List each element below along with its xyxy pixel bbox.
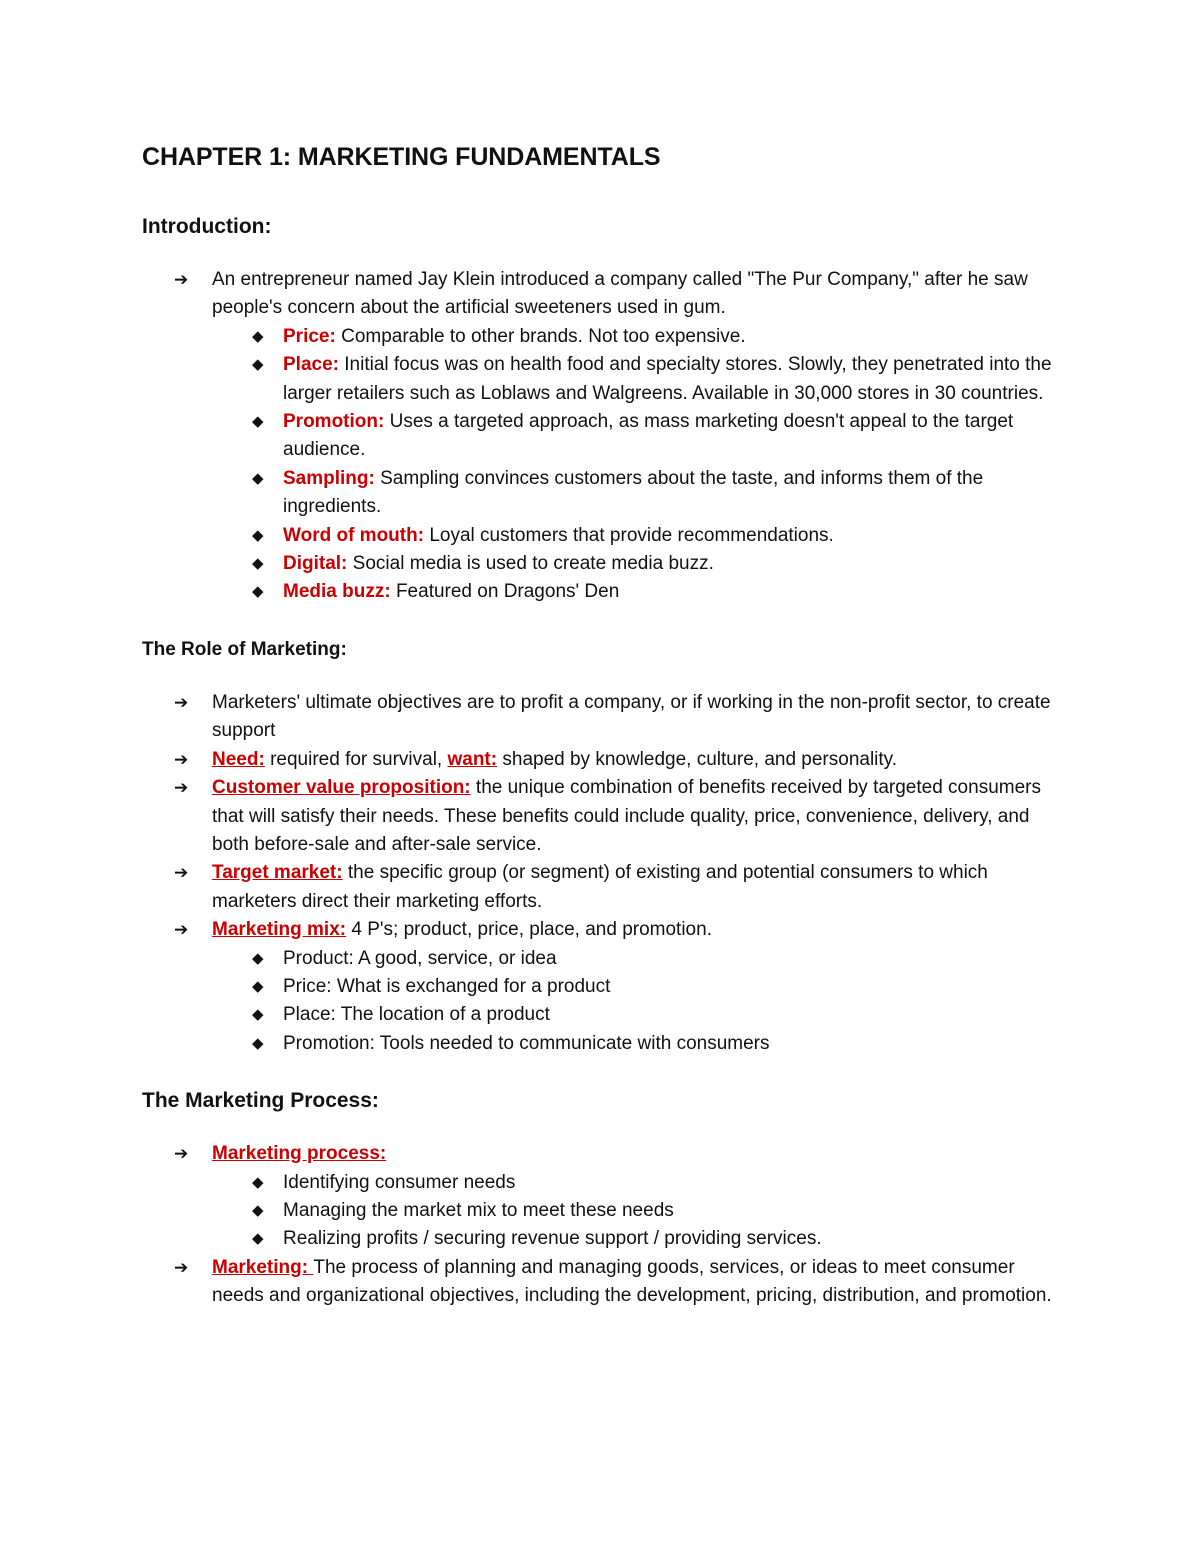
arrow-bullet-icon: ➔ (174, 270, 189, 289)
term-text: Loyal customers that provide recommendations. (424, 524, 834, 546)
term-text: Featured on Dragons' Den (390, 581, 620, 603)
arrow-bullet-icon: ➔ (174, 863, 189, 883)
term-text: 4 P's; product, price, place, and promotion. (346, 919, 712, 941)
term-label: Marketing mix: (212, 919, 347, 941)
item-text: Realizing profits / securing revenue support / providing services. (283, 1228, 822, 1250)
list-item (142, 1140, 1062, 1254)
term-text: The process of planning and managing goods, services, or ideas to meet consumer needs and organizational objectives, including the development, pricing, distribution, and promotion. (212, 1256, 1052, 1307)
section-role-of-marketing (142, 635, 1062, 1058)
sub-list-item (212, 945, 1062, 973)
item-text: Price: What is exchanged for a product (283, 975, 611, 997)
term-text: the specific group (or segment) of existing and potential consumers to which marketers direct their marketing efforts. (212, 862, 988, 912)
item-text: Marketers' ultimate objectives are to profit a company, or if working in the non-profit sector, to create support (212, 691, 1051, 742)
sub-list-item (212, 1225, 1062, 1253)
item-text: An entrepreneur named Jay Klein introduced a company called "The Pur Company," after he saw people's concern about the artificial sweeteners used in gum. (212, 269, 1028, 319)
arrow-bullet-icon: ➔ (174, 692, 189, 712)
list-item (142, 1254, 1062, 1311)
diamond-bullet-icon: ◆ (252, 1006, 264, 1024)
sub-list-item (212, 1030, 1062, 1058)
term-text: required for survival, (264, 748, 448, 770)
sub-list-item (212, 973, 1062, 1001)
term-label: Price: (283, 325, 336, 347)
term-label: Word of mouth: (283, 524, 425, 546)
arrow-bullet-icon: ➔ (174, 1257, 189, 1277)
sub-list-item (212, 522, 1062, 550)
sub-list-item (212, 408, 1062, 465)
term-text: shaped by knowledge, culture, and personality. (497, 748, 898, 770)
diamond-bullet-icon: ◆ (252, 356, 264, 374)
diamond-bullet-icon: ◆ (252, 1230, 264, 1248)
diamond-bullet-icon: ◆ (252, 1034, 264, 1052)
section-marketing-process (142, 1086, 1062, 1310)
diamond-bullet-icon: ◆ (252, 977, 264, 995)
arrow-bullet-icon: ➔ (174, 778, 189, 798)
item-text: Promotion: Tools needed to communicate with consumers (283, 1032, 770, 1054)
section-heading: The Marketing Process: (142, 1089, 379, 1113)
sub-list-item (212, 323, 1062, 351)
section-heading: Introduction: (142, 215, 272, 238)
term-label: Place: (283, 354, 339, 376)
list-item (142, 689, 1062, 746)
list-item (142, 916, 1062, 1058)
document-content (142, 138, 1062, 1311)
item-text: Managing the market mix to meet these needs (283, 1199, 674, 1221)
bullet-list (142, 266, 1062, 607)
section-introduction (142, 212, 1062, 607)
arrow-bullet-icon: ➔ (174, 920, 189, 940)
diamond-bullet-icon: ◆ (252, 555, 264, 573)
term-label: Marketing: (212, 1256, 314, 1278)
section-heading: The Role of Marketing: (142, 638, 347, 660)
item-text: Product: A good, service, or idea (283, 947, 557, 969)
sub-bullet-list (212, 1169, 1062, 1254)
sub-list-item (212, 1197, 1062, 1225)
page-title: CHAPTER 1: MARKETING FUNDAMENTALS (142, 143, 661, 171)
diamond-bullet-icon: ◆ (252, 1173, 264, 1191)
item-text: Place: The location of a product (283, 1004, 550, 1026)
sub-list-item (212, 465, 1062, 522)
term-label: Marketing process: (212, 1143, 387, 1165)
list-item (142, 266, 1062, 607)
term-label: Promotion: (283, 411, 385, 433)
term-label: Customer value proposition: (212, 777, 471, 799)
sub-list-item (212, 1001, 1062, 1029)
diamond-bullet-icon: ◆ (252, 413, 264, 431)
term-text: Sampling convinces customers about the taste, and informs them of the ingredients. (283, 467, 984, 518)
term-label: Media buzz: (283, 581, 391, 603)
list-item (142, 746, 1062, 774)
sub-list-item (212, 351, 1062, 408)
term-text: Uses a targeted approach, as mass marketing doesn't appeal to the target audience. (283, 411, 1014, 461)
sub-list-item (212, 1169, 1062, 1197)
sub-list-item (212, 550, 1062, 578)
item-text: Identifying consumer needs (283, 1171, 516, 1193)
list-item (142, 859, 1062, 916)
term-label: Target market: (212, 862, 343, 884)
term-text: the unique combination of benefits received by targeted consumers that will satisfy their needs. These benefits could include quality, price, convenience, delivery, and both before-sale and after-sale service. (212, 777, 1041, 855)
arrow-bullet-icon: ➔ (174, 1144, 189, 1164)
sub-list-item (212, 578, 1062, 606)
arrow-bullet-icon: ➔ (174, 749, 189, 769)
diamond-bullet-icon: ◆ (252, 583, 264, 601)
term-text: Comparable to other brands. Not too expensive. (335, 325, 746, 347)
term-text: Initial focus was on health food and specialty stores. Slowly, they penetrated into the larger retailers such as Loblaws and Walgreens. Available in 30,000 stores in 30 countries. (283, 354, 1052, 404)
term-text: Social media is used to create media buzz. (347, 553, 714, 575)
term-label: Digital: (283, 553, 348, 575)
diamond-bullet-icon: ◆ (252, 526, 264, 544)
term-label: want: (447, 748, 498, 770)
diamond-bullet-icon: ◆ (252, 949, 264, 967)
term-label: Need: (212, 748, 265, 770)
list-item (142, 774, 1062, 859)
bullet-list (142, 1140, 1062, 1310)
term-label: Sampling: (283, 467, 375, 489)
bullet-list (142, 689, 1062, 1058)
sub-bullet-list (212, 323, 1062, 607)
diamond-bullet-icon: ◆ (252, 469, 264, 487)
sub-bullet-list (212, 945, 1062, 1059)
diamond-bullet-icon: ◆ (252, 327, 264, 345)
diamond-bullet-icon: ◆ (252, 1201, 264, 1219)
